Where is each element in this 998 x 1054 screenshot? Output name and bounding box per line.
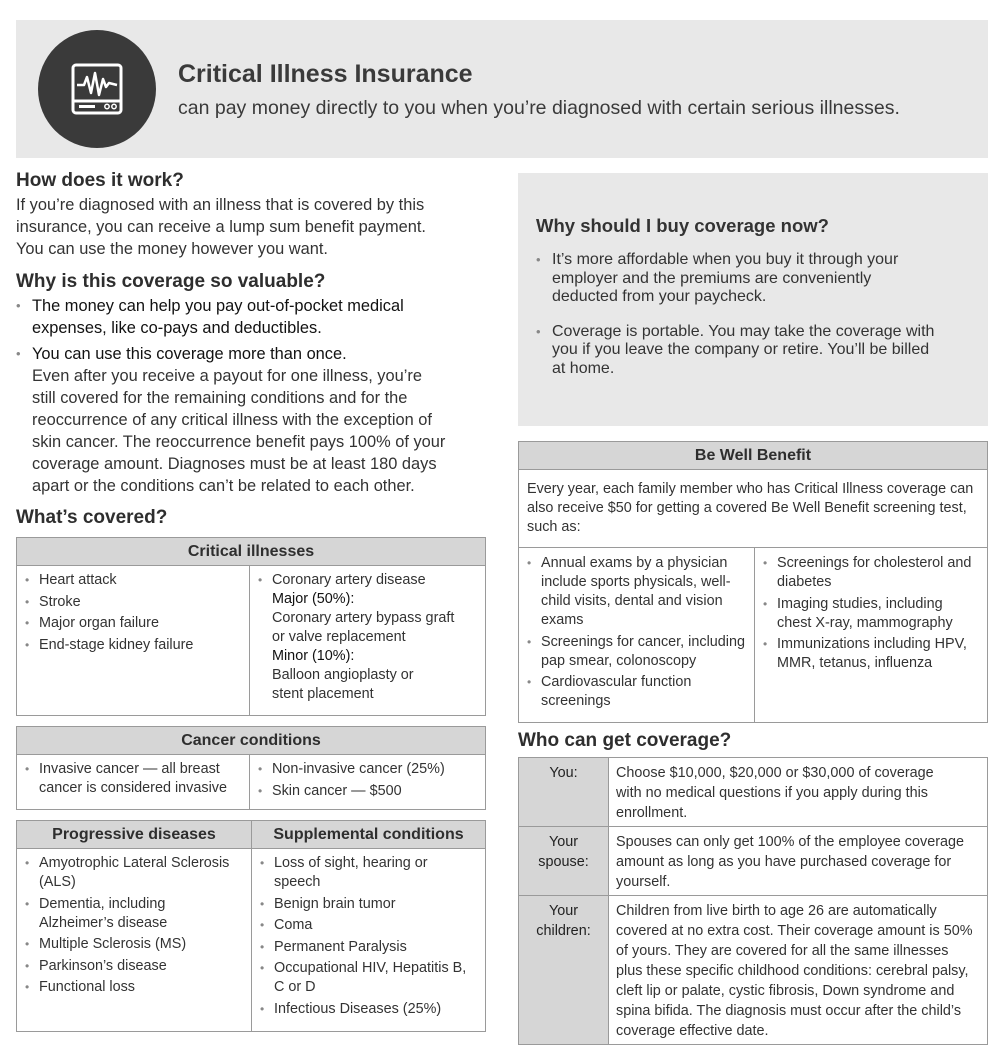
heart-monitor-icon [38, 30, 156, 148]
progressive-header: Progressive diseases [17, 821, 252, 849]
page-subtitle: can pay money directly to you when you’re diagnosed with certain serious illnesses. [178, 97, 900, 119]
valuable-list [16, 295, 486, 497]
list-item: • The money can help you pay out-of-pocket medical expenses, like co-pays and deductibles. [16, 295, 486, 339]
list-item: • Permanent Paralysis [258, 938, 479, 957]
be-well-header: Be Well Benefit [519, 442, 987, 470]
critical-list-left [23, 571, 243, 655]
valuable-heading: Why is this coverage so valuable? [16, 271, 326, 292]
critical-illnesses-table [16, 537, 486, 716]
list-item: • Coma [258, 916, 479, 935]
row-label: Your spouse: [519, 827, 609, 896]
table-row [519, 827, 988, 896]
who-table [518, 757, 988, 1045]
list-item: • Invasive cancer — all breast cancer is considered invasive [23, 760, 243, 798]
covered-heading: What’s covered? [16, 507, 168, 528]
header-banner [16, 20, 988, 158]
supplemental-header: Supplemental conditions [252, 821, 486, 849]
list-item: • Parkinson’s disease [23, 957, 245, 976]
page-title: Critical Illness Insurance [178, 60, 473, 88]
progressive-supplemental-table [16, 820, 486, 1032]
be-well-intro: Every year, each family member who has Critical Illness coverage can also receive $50 for getting a covered Be Well Benefit screening test, such as: [519, 470, 987, 548]
list-item: • Screenings for cancer, including pap smear, colonoscopy [525, 633, 748, 671]
cancer-list-left [23, 760, 243, 798]
critical-header: Critical illnesses [17, 538, 486, 566]
row-text: Children from live birth to age 26 are automatically covered at no extra cost. Their coverage amount is 50% of yours. They are covered for all the same illnesses plus these specific childhood conditions: cerebral palsy, cleft lip or palate, cystic fibrosis, Down syndrome and spina bifida. The diagnosis must occur after the child’s coverage effective date. [609, 896, 988, 1045]
table-row [519, 758, 988, 827]
list-item: • Amyotrophic Lateral Sclerosis (ALS) [23, 854, 245, 892]
row-label: You: [519, 758, 609, 827]
list-item: • Screenings for cholesterol and diabetes [761, 554, 981, 592]
cancer-list-right [256, 760, 479, 801]
be-well-list-left [525, 554, 748, 711]
cancer-header: Cancer conditions [17, 727, 486, 755]
list-item: • Annual exams by a physician include sports physicals, well- child visits, dental and vision exams [525, 554, 748, 630]
be-well-benefit-table [518, 441, 988, 723]
who-heading: Who can get coverage? [518, 730, 732, 751]
list-item: • Cardiovascular function screenings [525, 673, 748, 711]
list-item: • Infectious Diseases (25%) [258, 1000, 479, 1019]
list-item: • Loss of sight, hearing or speech [258, 854, 479, 892]
list-item: • Immunizations including HPV, MMR, tetanus, influenza [761, 635, 981, 673]
row-text: Choose $10,000, $20,000 or $30,000 of coverage with no medical questions if you apply during this enrollment. [609, 758, 988, 827]
list-item: • You can use this coverage more than once. Even after you receive a payout for one illness, you’re still covered for the remaining conditions and for the reoccurrence of any critical illness with the exception of skin cancer. The reoccurrence benefit pays 100% of your coverage amount. Diagnoses must be at least 180 days apart or the conditions can’t be related to each other. [16, 343, 486, 497]
why-now-list [536, 251, 970, 378]
left-column [16, 170, 486, 1032]
list-item: • It’s more affordable when you buy it through your employer and the premiums are conveniently deducted from your paycheck. [536, 251, 970, 307]
be-well-list-right [761, 554, 981, 673]
list-item: • End-stage kidney failure [23, 636, 243, 655]
row-label: Your children: [519, 896, 609, 1045]
table-row [519, 896, 988, 1045]
why-now-heading: Why should I buy coverage now? [536, 215, 829, 236]
list-item: • Imaging studies, including chest X-ray, mammography [761, 595, 981, 633]
list-item: • Multiple Sclerosis (MS) [23, 935, 245, 954]
list-item: • Heart attack [23, 571, 243, 590]
progressive-list [23, 854, 245, 997]
how-heading: How does it work? [16, 170, 184, 191]
list-item: • Non-invasive cancer (25%) [256, 760, 479, 779]
list-item: • Dementia, including Alzheimer’s disease [23, 895, 245, 933]
list-item: • Coverage is portable. You may take the coverage with you if you leave the company or retire. You’ll be billed at home. [536, 323, 970, 379]
supplemental-list [258, 854, 479, 1019]
list-item: • Skin cancer — $500 [256, 782, 479, 801]
cancer-conditions-table [16, 726, 486, 810]
row-text: Spouses can only get 100% of the employee coverage amount as long as you have purchased coverage for yourself. [609, 827, 988, 896]
list-item: • Major organ failure [23, 614, 243, 633]
list-item: • Functional loss [23, 978, 245, 997]
list-item: • Occupational HIV, Hepatitis B, C or D [258, 959, 479, 997]
how-paragraph: If you’re diagnosed with an illness that is covered by this insurance, you can receive a lump sum benefit payment. You can use the money however you want. [16, 196, 426, 258]
why-now-box [518, 173, 988, 426]
critical-list-right [256, 571, 479, 704]
list-item: • Stroke [23, 593, 243, 612]
list-item: • Coronary artery disease Major (50%): Coronary artery bypass graft or valve replacement Minor (10%): Balloon angioplasty or stent placement [256, 571, 479, 704]
list-item: • Benign brain tumor [258, 895, 479, 914]
